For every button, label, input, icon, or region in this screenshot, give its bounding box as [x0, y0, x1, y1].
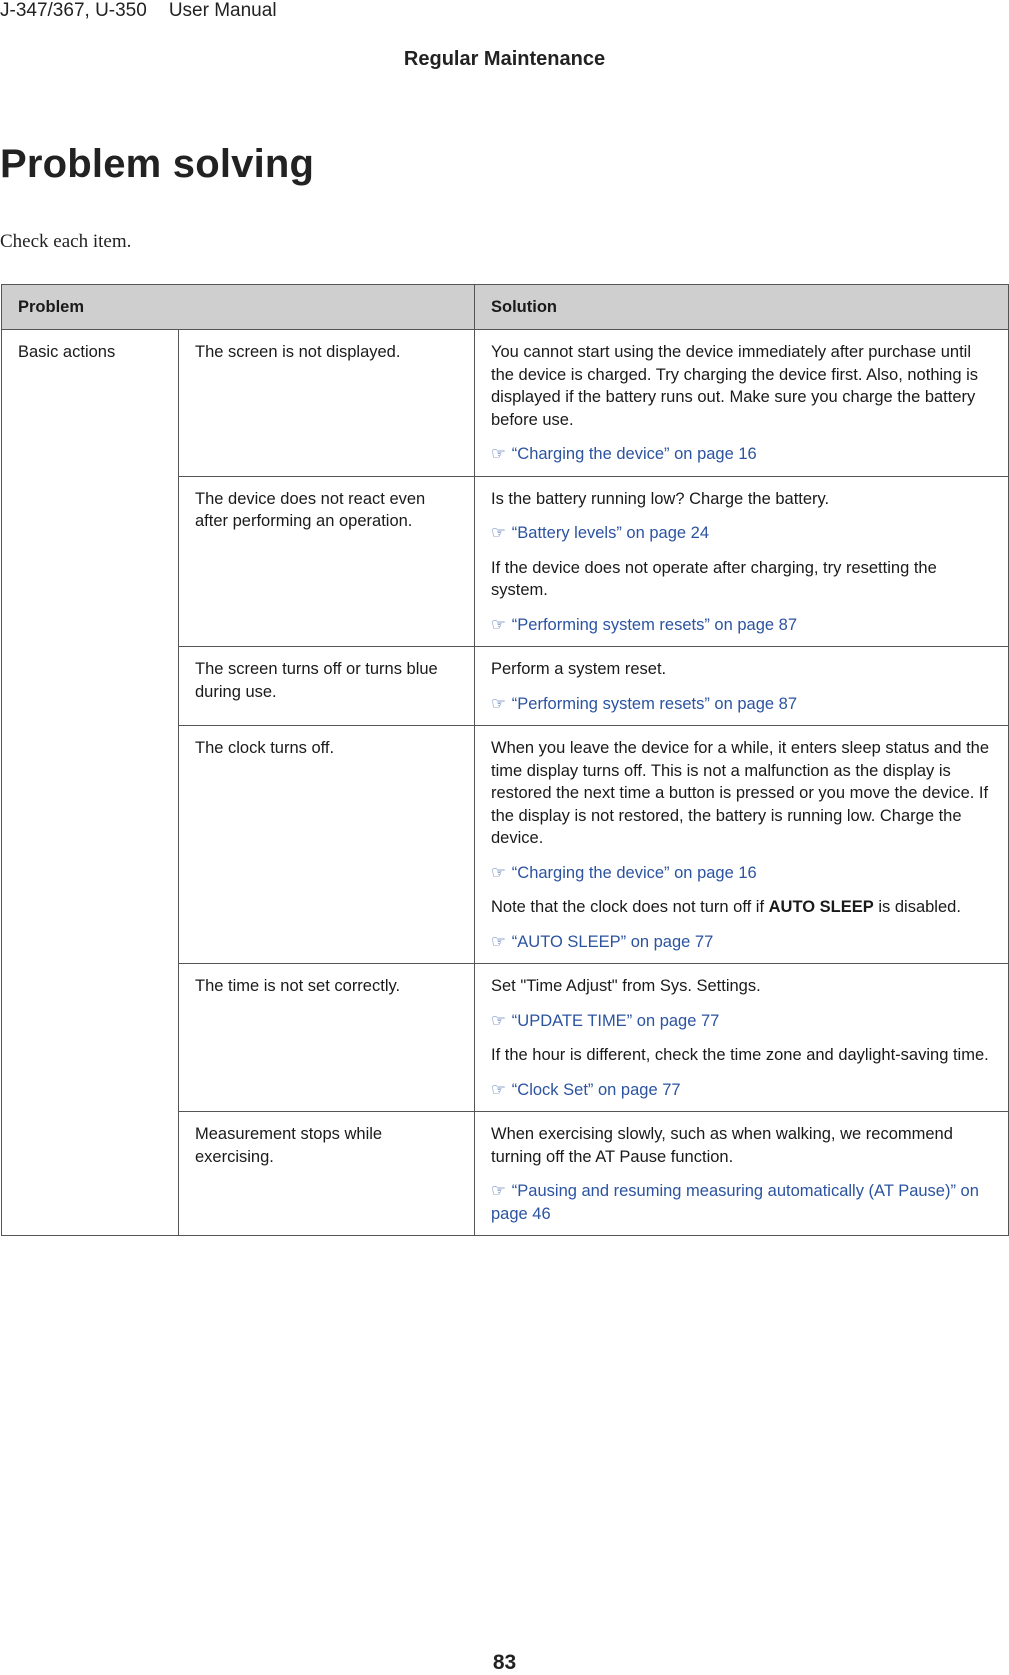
solution-cell — [475, 726, 1009, 964]
troubleshooting-table — [1, 284, 1009, 1236]
reference-link-text[interactable]: “Performing system resets” on page 87 — [511, 615, 798, 634]
reference-link-text[interactable]: “Charging the device” on page 16 — [511, 863, 757, 882]
problem-cell: The device does not react even after performing an operation. — [179, 476, 475, 647]
solution-cell — [475, 1112, 1009, 1236]
page-number: 83 — [492, 1651, 517, 1674]
reference-link-text[interactable]: “Charging the device” on page 16 — [511, 445, 757, 463]
reference-link[interactable] — [491, 1079, 994, 1102]
problem-cell: The screen turns off or turns blue during use. — [179, 647, 475, 726]
reference-link[interactable] — [491, 1180, 994, 1225]
reference-link-text[interactable]: “AUTO SLEEP” on page 77 — [511, 932, 714, 951]
pointing-hand-icon: ☞ — [491, 1080, 506, 1099]
problem-cell: The time is not set correctly. — [179, 964, 475, 1112]
reference-link-text[interactable]: “Clock Set” on page 77 — [511, 1080, 681, 1099]
solution-cell — [475, 964, 1009, 1112]
solution-cell — [475, 476, 1009, 647]
solution-text: You cannot start using the device immediately after purchase until the device is charged. Try charging the device first. Also, nothing is displayed if the battery runs out. Make sure you charge the battery before use. — [491, 343, 979, 429]
header-model: J-347/367, U-350 — [0, 0, 147, 21]
reference-link-text[interactable]: “Performing system resets” on page 87 — [511, 694, 798, 713]
reference-link[interactable] — [491, 931, 994, 954]
solution-text: Perform a system reset. — [491, 660, 667, 678]
solution-text: Set "Time Adjust" from Sys. Settings. — [491, 977, 761, 995]
pointing-hand-icon: ☞ — [491, 445, 506, 463]
reference-link[interactable] — [491, 862, 994, 885]
note-setting-name: AUTO SLEEP — [768, 898, 874, 916]
pointing-hand-icon: ☞ — [491, 1182, 506, 1200]
solution-text: Is the battery running low? Charge the battery. — [491, 489, 830, 508]
problem-cell: The screen is not displayed. — [179, 330, 475, 477]
section-title: Regular Maintenance — [403, 48, 606, 70]
reference-link[interactable] — [491, 1010, 994, 1033]
header-problem: Problem — [2, 285, 475, 330]
table-row — [2, 330, 1009, 477]
solution-text: When you leave the device for a while, it enters sleep status and the time display turns off. This is not a malfunction as the display is restored the next time a button is pressed or you move the device. If the display is not restored, the battery is running low. Charge the device. — [491, 739, 990, 847]
reference-link-text[interactable]: “Battery levels” on page 24 — [511, 524, 709, 542]
solution-note — [491, 896, 994, 919]
note-text-end: is disabled. — [878, 898, 961, 916]
reference-link[interactable] — [491, 693, 994, 716]
pointing-hand-icon: ☞ — [491, 615, 506, 634]
problem-cell: Measurement stops while exercising. — [179, 1112, 475, 1236]
category-cell: Basic actions — [2, 330, 179, 1236]
intro-text: Check each item. — [0, 231, 132, 252]
pointing-hand-icon: ☞ — [491, 524, 506, 542]
reference-link[interactable] — [491, 522, 994, 545]
pointing-hand-icon: ☞ — [491, 694, 506, 713]
solution-text: If the device does not operate after charging, try resetting the system. — [491, 558, 937, 599]
header-doc-title: User Manual — [168, 0, 277, 21]
running-header — [0, 0, 277, 22]
header-solution: Solution — [475, 285, 1009, 330]
reference-link[interactable] — [491, 443, 994, 466]
problem-cell: The clock turns off. — [179, 726, 475, 964]
table-header-row — [2, 285, 1009, 330]
solution-cell — [475, 330, 1009, 477]
reference-link-text[interactable]: “Pausing and resuming measuring automatically (AT Pause)” on page 46 — [491, 1182, 979, 1223]
solution-cell — [475, 647, 1009, 726]
pointing-hand-icon: ☞ — [491, 1011, 506, 1030]
pointing-hand-icon: ☞ — [491, 932, 506, 951]
reference-link-text[interactable]: “UPDATE TIME” on page 77 — [511, 1011, 720, 1030]
solution-text: If the hour is different, check the time zone and daylight-saving time. — [491, 1046, 989, 1064]
note-text: Note that the clock does not turn off if — [491, 898, 765, 916]
reference-link[interactable] — [491, 614, 994, 637]
pointing-hand-icon: ☞ — [491, 863, 506, 882]
page-title: Problem solving — [0, 142, 315, 186]
solution-text: When exercising slowly, such as when walking, we recommend turning off the AT Pause function. — [491, 1125, 953, 1166]
